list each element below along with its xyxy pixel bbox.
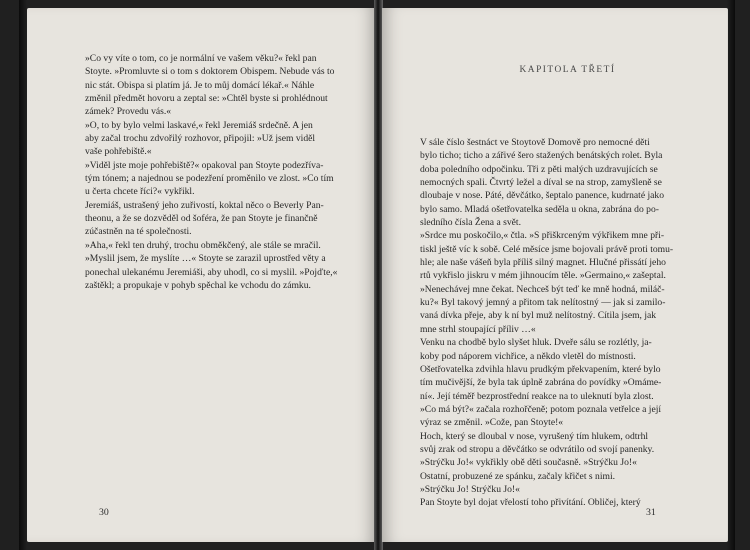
right-page-number: 31 <box>646 507 656 518</box>
chapter-heading: KAPITOLA TŘETÍ <box>519 65 616 75</box>
text-line: V sále číslo šestnáct ve Stoytově Domově pro nemocné děti <box>420 137 650 148</box>
text-line: theonu, a že se dozvěděl od šoféra, že pan Stoyte je finančně <box>85 213 318 225</box>
text-line: ní«. Její téměř bezprostřední reakce na to uleknutí byla zlost. <box>420 390 654 402</box>
text-line: výraz se změnil. »Cože, pan Stoyte!« <box>420 417 564 429</box>
text-line: Jeremiáš, ustrašený jeho zuřivostí, koktal něco o Beverly Pan- <box>85 199 324 211</box>
text-line: aby začal trochu zdvořilý rozhovor, připojil: »Už jsem viděl <box>85 133 316 145</box>
text-line: ponechal ulekanému Jeremiáši, aby uhodl, co si myslil. »Pojďte,« <box>85 266 338 278</box>
text-line: Stoyte. »Promluvte si o tom s doktorem Obispem. Nebude vás to <box>85 66 335 78</box>
text-line: koby pod náporem vichřice, a někdo vletěl do místnosti. <box>420 350 636 362</box>
left-book-edge-shadow <box>19 0 27 550</box>
text-line: zaštěkl; a propukaje v pohyb spěchal ke vchodu do zámku. <box>85 279 311 291</box>
left-page-text <box>85 52 361 292</box>
text-line: u čerta chcete říci?« vykřikl. <box>85 186 195 198</box>
text-line: Pan Stoyte byl dojat vřelostí toho přivítání. Obličej, který <box>420 497 641 509</box>
text-line: Ošetřovatelka zdvihla hlavu prudkým překvapením, které bylo <box>420 363 661 375</box>
text-line: hle; ale naše vášeň byla příliš silný magnet. Hlučné přissátí jeho <box>420 257 666 269</box>
text-line: bylo samo. Mladá ošetřovatelka seděla u okna, zabrána do po- <box>420 203 659 215</box>
text-line: tím mučivější, že byla tak úplně zabrána do povídky »Omáme- <box>420 377 662 389</box>
text-line: »Co má být?« začala rozhořčeně; potom poznala vetřelce a její <box>420 403 662 415</box>
left-page-number: 30 <box>99 507 109 518</box>
text-line: »Aha,« řekl ten druhý, trochu obměkčený, ale stále se mračil. <box>85 239 321 251</box>
text-line: ku?« Byl takový jemný a přitom tak nelítostný — jak si zamilo- <box>420 297 666 309</box>
text-line: »Myslil jsem, že myslíte …« Stoyte se zarazil uprostřed věty a <box>85 253 326 265</box>
text-line: »O, to by bylo velmi laskavé,« řekl Jeremiáš srdečně. A jen <box>85 119 313 131</box>
text-line: »Strýčku Jo!« vykřikly obě děti současně. »Strýčku Jo!« <box>420 457 637 469</box>
text-line: mne strhl stoupající příliv …« <box>420 323 536 335</box>
text-line: rtů vykřislo jiskru v mém jihnoucím těle. »Germaino,« zašeptal. <box>420 270 666 282</box>
text-line: »Nenechávej mne čekat. Nechceš být teď ke mně hodná, miláč- <box>420 283 665 295</box>
text-line: bylo ticho; ticho a zářivé šero stažených benátských rolet. Byla <box>420 150 663 162</box>
text-line: doba poledního odpočinku. Tři z pěti malých uzdravujících se <box>420 163 658 175</box>
text-line: Ostatní, probuzené ze spánku, začaly křičet s nimi. <box>420 470 616 482</box>
text-line: tým tónem; a najednou se podezření proměnilo ve zlost. »Co tím <box>85 173 334 185</box>
text-line: sledního čísla Žena a svět. <box>420 217 521 229</box>
text-line: »Srdce mu poskočilo,« čtla. »S přiškrceným výkřikem mne při- <box>420 230 665 242</box>
text-line: »Strýčku Jo! Strýčku Jo!« <box>420 483 520 495</box>
text-line: zámek? Provedu vás.« <box>85 106 172 118</box>
text-line: Hoch, který se dloubal v nose, vyrušený tím hlukem, odtrhl <box>420 430 649 442</box>
right-page <box>382 8 728 542</box>
text-line: nemocných spali. Čtvrtý ležel a díval se na strop, zamyšleně se <box>420 177 662 189</box>
text-line: tiskl ještě víc k sobě. Celé měsíce jsme bojovali právě proti tomu- <box>420 243 674 255</box>
text-line: »Viděl jste moje pohřebiště?« opakoval pan Stoyte podezříva- <box>85 159 324 171</box>
text-line: »Co vy víte o tom, co je normální ve vašem věku?« řekl pan <box>85 53 317 64</box>
text-line: vaná dívka přeje, aby k ní byl muž nelítostný. Cítila jsem, jak <box>420 310 657 322</box>
text-line: změnil předmět hovoru a zeptal se: »Chtěl byste si prohlédnout <box>85 93 328 105</box>
text-line: vaše pohřebiště.« <box>85 146 152 158</box>
text-line: dloubaje v nose. Páté, děvčátko, šeptalo panence, kudrnaté jako <box>420 190 665 202</box>
text-line: Venku na chodbě bylo slyšet hluk. Dveře sálu se rozlétly, ja- <box>420 337 652 349</box>
text-line: nic stát. Obispa si platím já. Je to můj domácí lékař.« Náhle <box>85 79 315 91</box>
text-line: zúčastněn na té společnosti. <box>85 226 192 238</box>
text-line: svůj zrak od stropu a děvčátko se odvrátilo od svojí panenky. <box>420 443 655 455</box>
right-book-edge-shadow <box>727 0 735 550</box>
right-page-text <box>420 136 703 510</box>
left-page <box>27 8 376 542</box>
